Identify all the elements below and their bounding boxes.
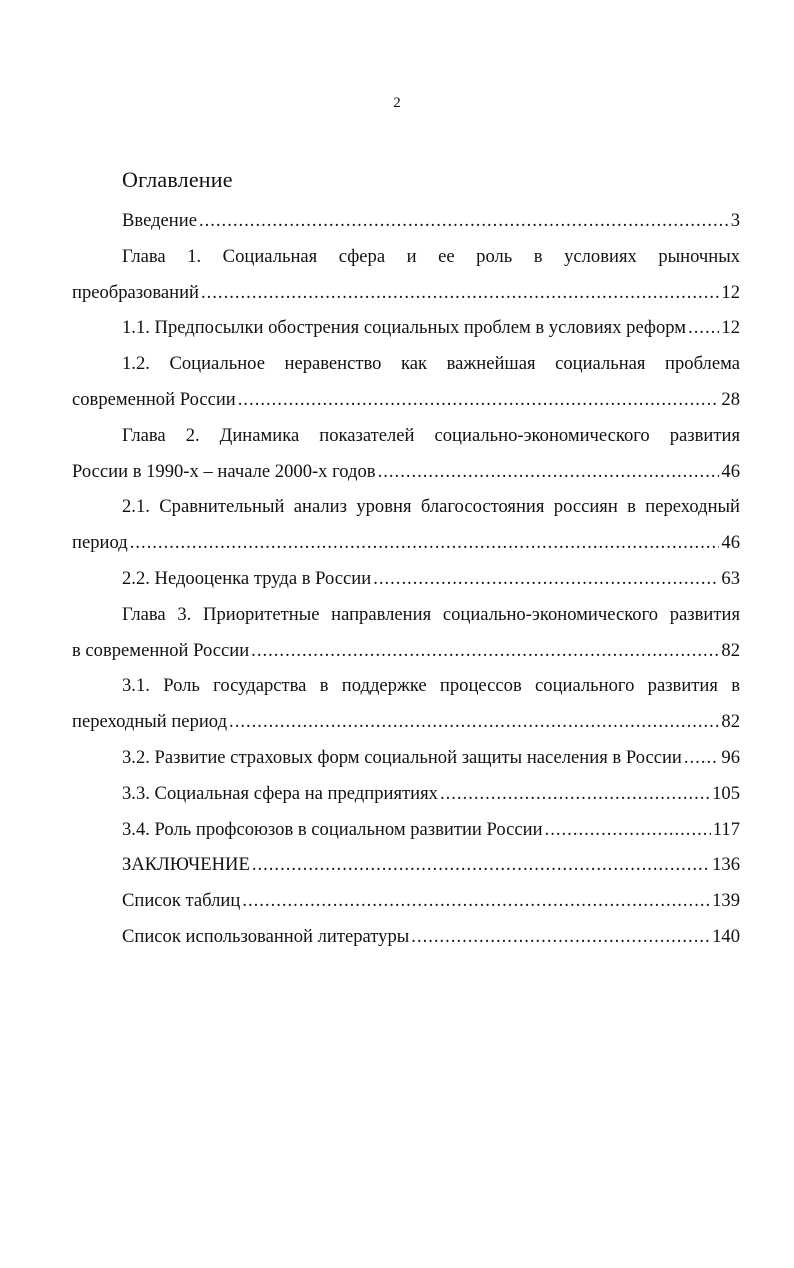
dot-leader bbox=[130, 525, 720, 561]
toc-entry-label-line-1: 3.1. Роль государства в поддержке процессов социального развития в bbox=[122, 675, 740, 697]
table-of-contents bbox=[72, 203, 740, 955]
toc-entry-label-line-1: 1.2. Социальное неравенство как важнейшая социальная проблема bbox=[122, 353, 740, 375]
toc-entry-page: 140 bbox=[712, 925, 740, 947]
toc-entry-label: преобразований bbox=[72, 281, 199, 303]
toc-entry-page: 12 bbox=[721, 317, 740, 339]
toc-entry-section-1-1[interactable] bbox=[72, 310, 740, 346]
toc-entry-label: переходный период bbox=[72, 711, 228, 733]
toc-entry-section-3-1[interactable] bbox=[72, 668, 740, 740]
toc-entry-page: 96 bbox=[721, 746, 740, 768]
toc-entry-label: 3.4. Роль профсоюзов в социальном развитии России bbox=[122, 818, 543, 840]
toc-entry-section-1-2[interactable] bbox=[72, 346, 740, 418]
toc-entry-list-of-tables[interactable] bbox=[72, 883, 740, 919]
dot-leader bbox=[201, 275, 719, 311]
dot-leader bbox=[378, 454, 720, 490]
toc-entry-label: 1.1. Предпосылки обострения социальных проблем в условиях реформ bbox=[122, 317, 687, 339]
toc-entry-introduction[interactable] bbox=[72, 203, 740, 239]
toc-entry-page: 117 bbox=[712, 818, 740, 840]
toc-entry-label: 3.3. Социальная сфера на предприятиях bbox=[122, 782, 438, 804]
toc-entry-label: современной России bbox=[72, 388, 236, 410]
toc-entry-label: России в 1990-х – начале 2000-х годов bbox=[72, 460, 376, 482]
toc-entry-page: 3 bbox=[730, 210, 740, 231]
toc-entry-page: 63 bbox=[721, 567, 740, 589]
toc-entry-page: 105 bbox=[712, 782, 740, 804]
toc-entry-section-2-2[interactable] bbox=[72, 561, 740, 597]
dot-leader bbox=[229, 704, 719, 740]
toc-entry-label: в современной России bbox=[72, 639, 250, 661]
dot-leader bbox=[545, 812, 711, 848]
toc-title: Оглавление bbox=[122, 167, 233, 192]
page-number: 2 bbox=[393, 95, 401, 111]
toc-entry-label: Список использованной литературы bbox=[122, 925, 410, 947]
toc-entry-label: период bbox=[72, 532, 128, 554]
toc-entry-label: 2.2. Недооценка труда в России bbox=[122, 567, 372, 589]
dot-leader bbox=[411, 919, 710, 955]
dot-leader bbox=[199, 203, 729, 239]
toc-entry-section-2-1[interactable] bbox=[72, 489, 740, 561]
toc-entry-conclusion[interactable] bbox=[72, 847, 740, 883]
dot-leader bbox=[440, 776, 710, 812]
toc-entry-section-3-2[interactable] bbox=[72, 740, 740, 776]
toc-entry-chapter-2[interactable] bbox=[72, 418, 740, 490]
toc-entry-page: 82 bbox=[721, 711, 740, 733]
toc-entry-page: 12 bbox=[721, 281, 740, 303]
dot-leader bbox=[251, 633, 719, 669]
dot-leader bbox=[688, 310, 719, 346]
toc-entry-page: 82 bbox=[721, 639, 740, 661]
toc-entry-label-line-1: 2.1. Сравнительный анализ уровня благосостояния россиян в переходный bbox=[122, 496, 740, 518]
dot-leader bbox=[684, 740, 720, 776]
toc-entry-section-3-3[interactable] bbox=[72, 776, 740, 812]
toc-entry-page: 136 bbox=[712, 854, 740, 876]
toc-entry-label-line-1: Глава 1. Социальная сфера и ее роль в условиях рыночных bbox=[122, 245, 740, 267]
dot-leader bbox=[238, 382, 720, 418]
toc-entry-page: 46 bbox=[721, 460, 740, 482]
toc-entry-label-line-1: Глава 2. Динамика показателей социально-экономического развития bbox=[122, 424, 740, 446]
toc-entry-page: 28 bbox=[721, 388, 740, 410]
toc-entry-label: Введение bbox=[122, 210, 197, 231]
toc-entry-label: ЗАКЛЮЧЕНИЕ bbox=[122, 854, 250, 876]
toc-entry-label-line-1: Глава 3. Приоритетные направления социально-экономического развития bbox=[122, 603, 740, 625]
toc-entry-chapter-3[interactable] bbox=[72, 597, 740, 669]
toc-entry-bibliography[interactable] bbox=[72, 919, 740, 955]
dot-leader bbox=[373, 561, 719, 597]
toc-entry-page: 139 bbox=[712, 890, 740, 912]
toc-entry-label: Список таблиц bbox=[122, 890, 241, 912]
toc-entry-section-3-4[interactable] bbox=[72, 812, 740, 848]
dot-leader bbox=[252, 847, 710, 883]
toc-entry-label: 3.2. Развитие страховых форм социальной защиты населения в России bbox=[122, 746, 682, 768]
dot-leader bbox=[242, 883, 710, 919]
toc-entry-chapter-1[interactable] bbox=[72, 239, 740, 311]
toc-entry-page: 46 bbox=[721, 532, 740, 554]
